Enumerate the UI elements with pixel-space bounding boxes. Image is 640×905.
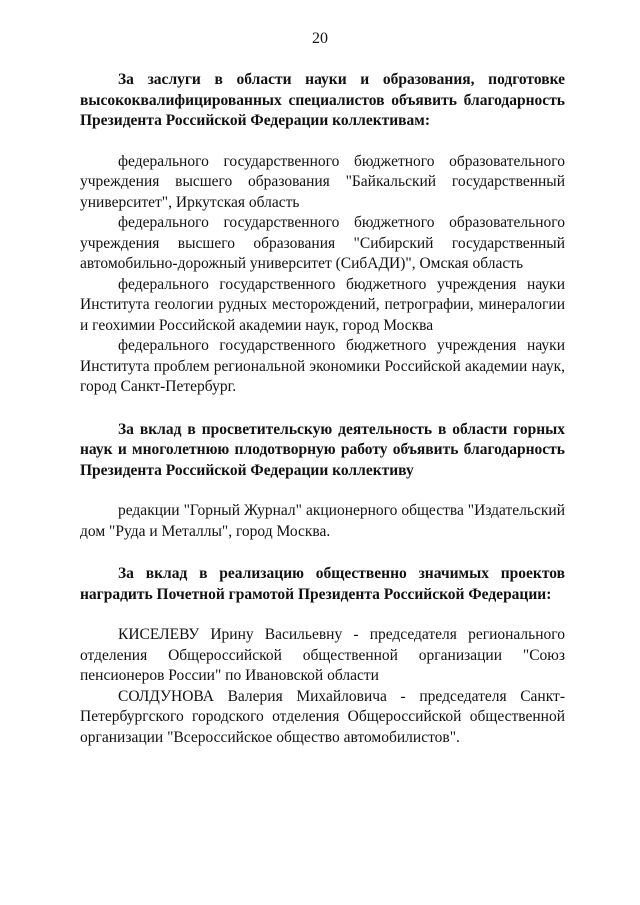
document-body bbox=[80, 70, 565, 748]
list-item: федерального государственного бюджетного учреждения науки Института проблем региональной экономики Российской академии наук, город Санкт-Петербург. bbox=[80, 337, 565, 395]
list-item: СОЛДУНОВА Валерия Михайловича - председателя Санкт-Петербургского городского отделения Общероссийской общественной организации "Всероссийское общество автомобилистов". bbox=[80, 687, 565, 746]
list-item: федерального государственного бюджетного учреждения науки Института геологии рудных месторождений, петрографии, минералогии и геохимии Российской академии наук, город Москва bbox=[80, 275, 565, 334]
list-item: федерального государственного бюджетного образовательного учреждения высшего образования "Сибирский государственный автомобильно-дорожный университет (СибАДИ)", Омская область bbox=[80, 214, 565, 272]
page-number: 20 bbox=[312, 30, 328, 47]
section-heading-public-projects: За вклад в реализацию общественно значимых проектов наградить Почетной грамотой Президента Российской Федерации: bbox=[80, 565, 565, 603]
list-item: федерального государственного бюджетного образовательного учреждения высшего образования "Байкальский государственный университет", Иркутская область bbox=[80, 152, 565, 211]
section-heading-science-education: За заслуги в области науки и образования, подготовке высококвалифицированных специалистов объявить благодарность Президента Российской Федерации коллективам: bbox=[80, 71, 565, 129]
list-item: КИСЕЛЕВУ Ирину Васильевну - председателя регионального отделения Общероссийской общественной организации "Союз пенсионеров России" по Ивановской области bbox=[80, 626, 565, 684]
section-heading-mining-sciences: За вклад в просветительскую деятельность в области горных наук и многолетнюю плодотворную работу объявить благодарность Президента Российской Федерации коллективу bbox=[80, 420, 565, 479]
list-item: редакции "Горный Журнал" акционерного общества "Издательский дом "Руда и Металлы", город Москва. bbox=[80, 502, 565, 540]
